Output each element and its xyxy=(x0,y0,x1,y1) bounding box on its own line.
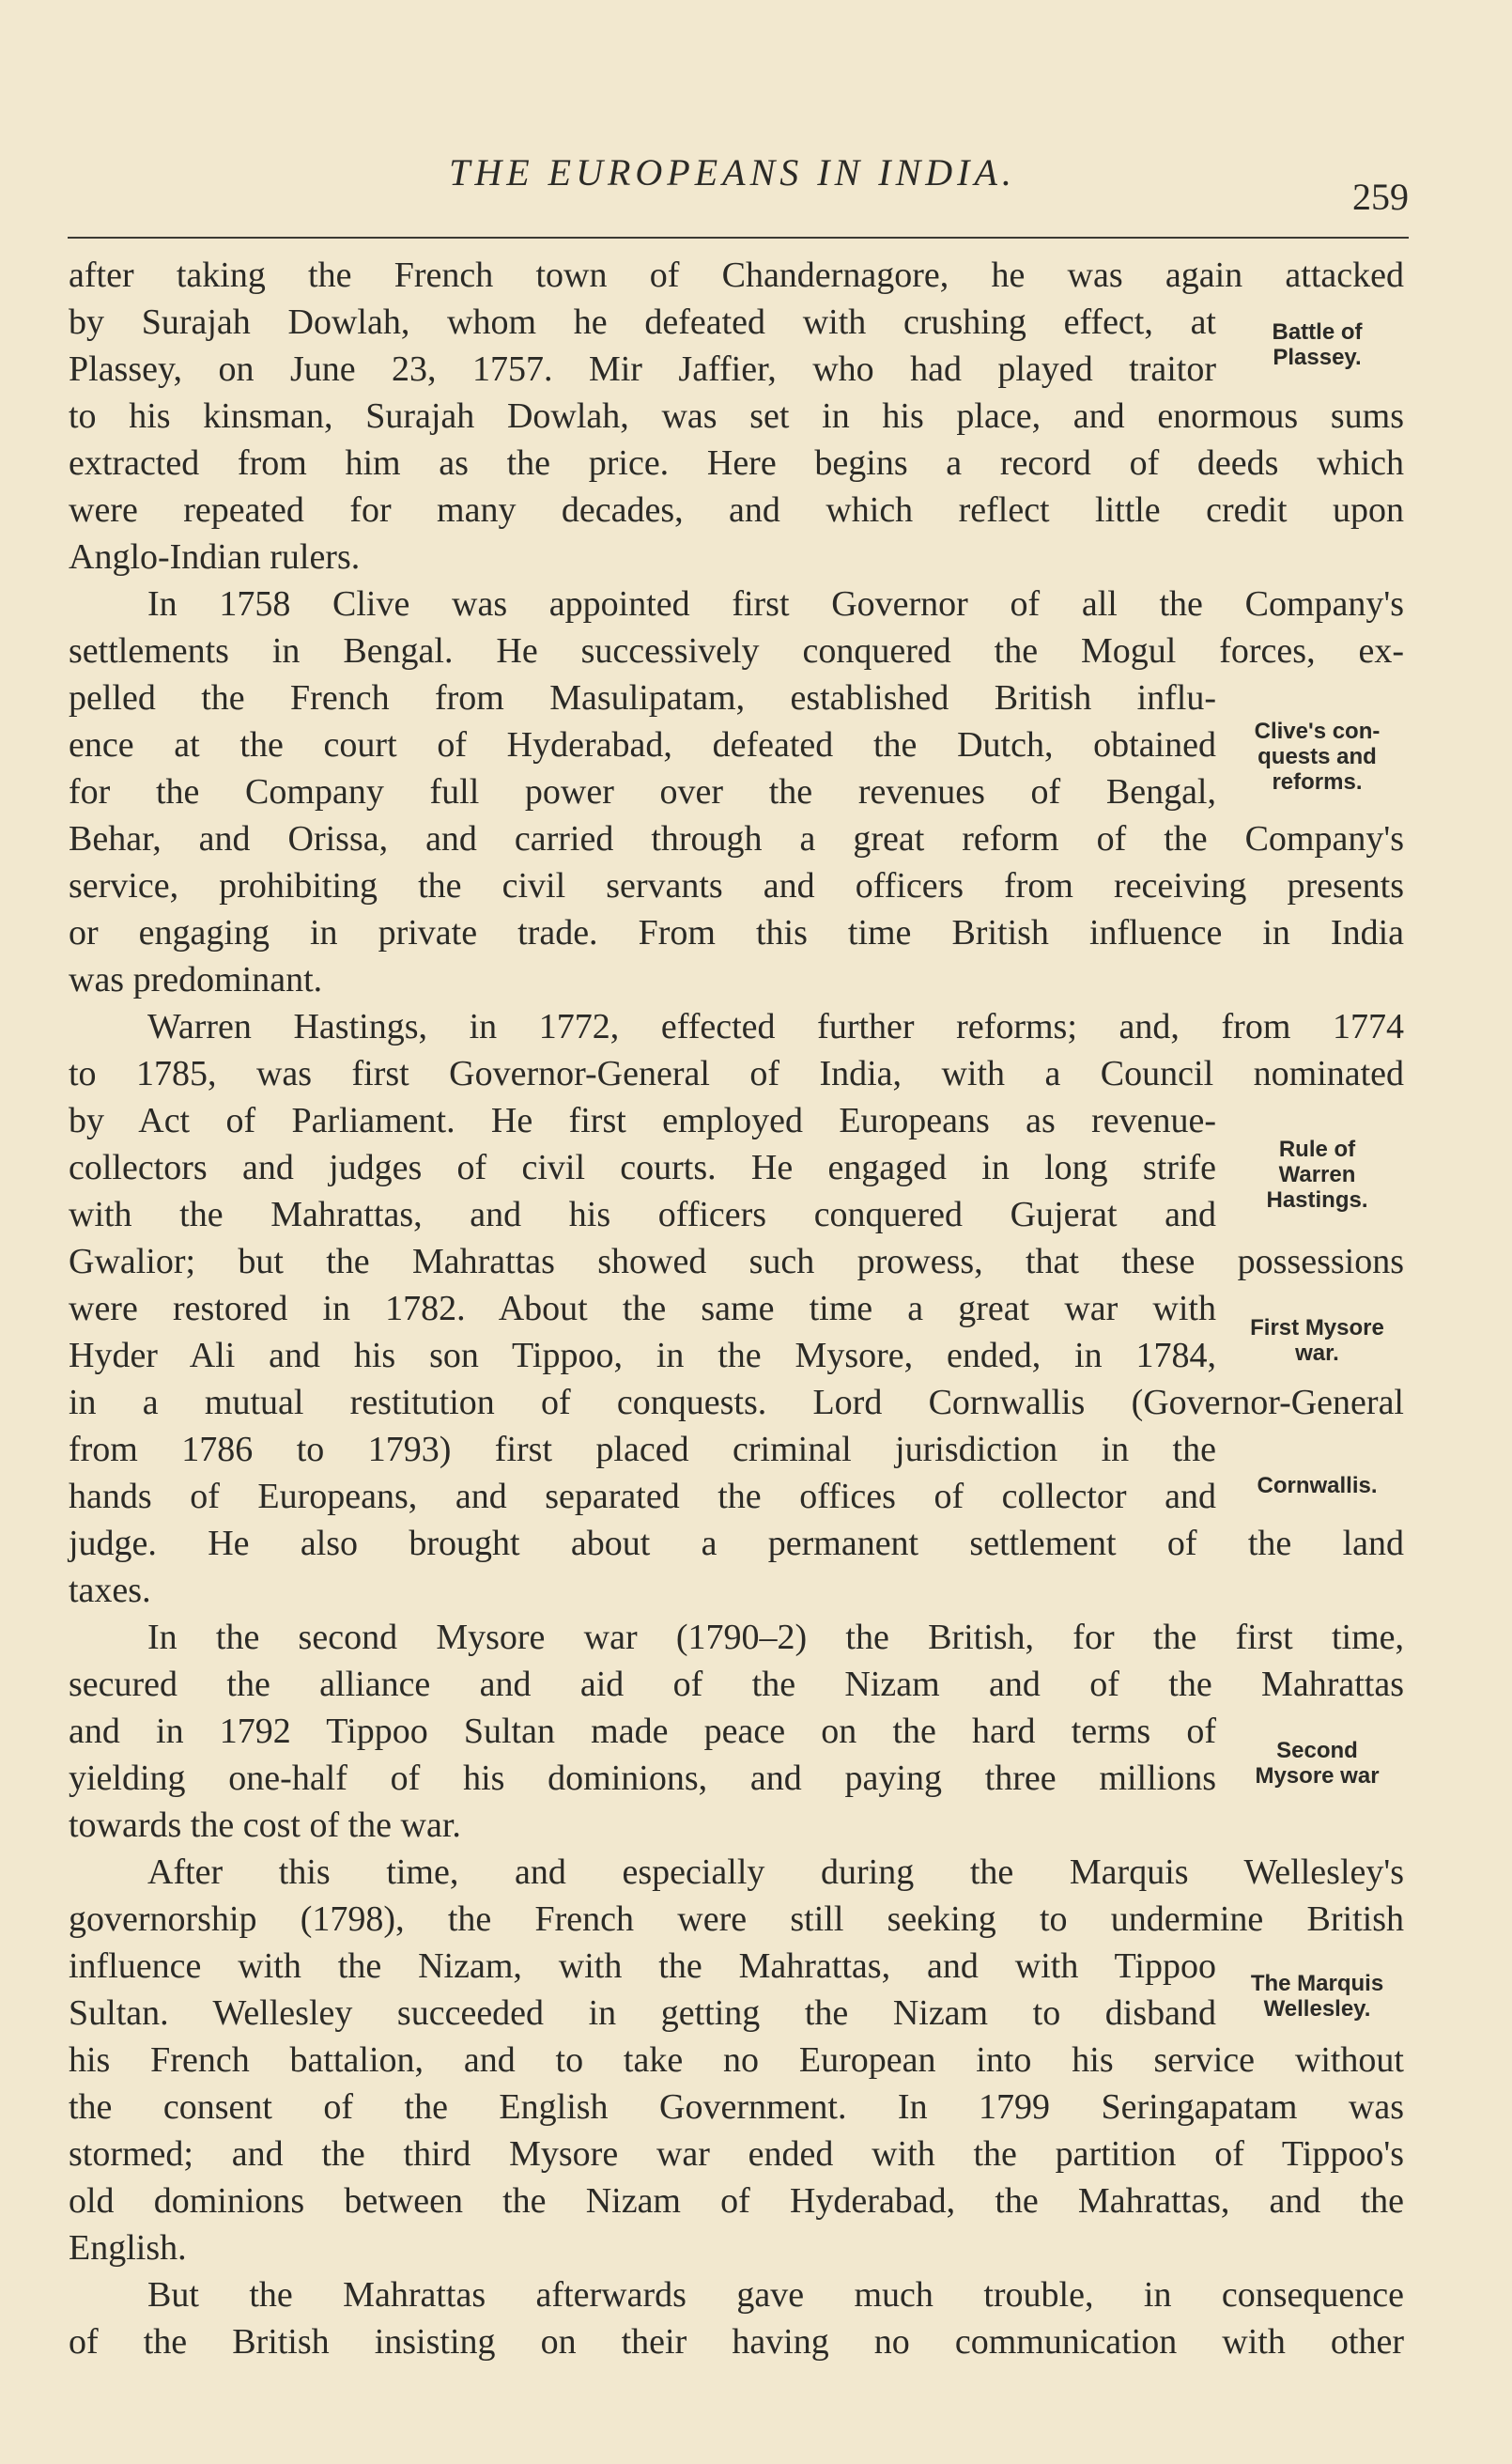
margin-note-line: Cornwallis. xyxy=(1257,1473,1378,1498)
page-header xyxy=(56,150,1409,216)
margin-note-plassey xyxy=(1230,319,1404,370)
text-line: Anglo-Indian rulers. xyxy=(69,537,361,577)
margin-note-line: Mysore war xyxy=(1255,1763,1380,1789)
text-line: English. xyxy=(69,2228,187,2268)
text-line: judge. He also brought about a permanent settlement of the land xyxy=(69,1524,1404,1563)
text-line: pelled the French from Masulipatam, established British influ- xyxy=(69,678,1216,718)
text-line: collectors and judges of civil courts. He engaged in long strife xyxy=(69,1148,1216,1187)
text-line: stormed; and the third Mysore war ended with the partition of Tippoo's xyxy=(69,2134,1404,2174)
margin-note-line: First Mysore xyxy=(1250,1315,1384,1340)
text-line: for the Company full power over the revenues of Bengal, xyxy=(69,772,1216,812)
text-line: After this time, and especially during the Marquis Wellesley's xyxy=(147,1852,1404,1892)
text-line: Warren Hastings, in 1772, effected further reforms; and, from 1774 xyxy=(147,1007,1404,1046)
text-line: were restored in 1782. About the same time a great war with xyxy=(69,1289,1216,1328)
margin-note-line: Rule of xyxy=(1278,1137,1356,1162)
body-text xyxy=(69,252,1404,2441)
margin-note-first-mysore xyxy=(1230,1315,1404,1366)
text-line: from 1786 to 1793) first placed criminal jurisdiction in the xyxy=(69,1430,1216,1469)
text-line: extracted from him as the price. Here begins a record of deeds which xyxy=(69,443,1404,483)
text-line: But the Mahrattas afterwards gave much trouble, in consequence xyxy=(147,2275,1404,2315)
margin-note-line: war. xyxy=(1295,1340,1339,1366)
text-line: Sultan. Wellesley succeeded in getting the Nizam to disband xyxy=(69,1993,1216,2033)
margin-note-wellesley xyxy=(1230,1971,1404,2022)
text-line: old dominions between the Nizam of Hyderabad, the Mahrattas, and the xyxy=(69,2181,1404,2221)
text-line: In the second Mysore war (1790–2) the British, for the first time, xyxy=(147,1618,1404,1657)
margin-note-line: Hastings. xyxy=(1266,1187,1368,1213)
margin-note-cornwallis xyxy=(1230,1473,1404,1498)
text-line: taxes. xyxy=(69,1571,151,1610)
text-line: to 1785, was first Governor-General of India, with a Council nominated xyxy=(69,1054,1404,1093)
page-number: 259 xyxy=(1352,176,1409,218)
text-line: ence at the court of Hyderabad, defeated the Dutch, obtained xyxy=(69,725,1216,765)
text-line: the consent of the English Government. In 1799 Seringapatam was xyxy=(69,2087,1404,2127)
text-line: by Act of Parliament. He first employed Europeans as revenue- xyxy=(69,1101,1216,1140)
margin-note-line: Second xyxy=(1276,1738,1358,1763)
text-line: Gwalior; but the Mahrattas showed such prowess, that these possessions xyxy=(69,1242,1404,1281)
text-line: were repeated for many decades, and which reflect little credit upon xyxy=(69,490,1404,530)
margin-note-second-mysore xyxy=(1230,1738,1404,1789)
margin-note-line: Wellesley. xyxy=(1263,1996,1371,2022)
text-line: was predominant. xyxy=(69,960,323,1000)
text-line: with the Mahrattas, and his officers conquered Gujerat and xyxy=(69,1195,1216,1234)
margin-note-clive xyxy=(1230,719,1404,795)
header-rule xyxy=(68,237,1409,239)
text-line: Plassey, on June 23, 1757. Mir Jaffier, who had played traitor xyxy=(69,349,1216,389)
text-line: or engaging in private trade. From this time British influence in India xyxy=(69,913,1404,953)
text-line: after taking the French town of Chandernagore, he was again attacked xyxy=(69,256,1404,295)
text-line: towards the cost of the war. xyxy=(69,1805,461,1845)
margin-note-line: The Marquis xyxy=(1250,1971,1384,1996)
margin-note-line: Battle of xyxy=(1272,319,1363,345)
margin-note-hastings xyxy=(1230,1137,1404,1213)
text-line: secured the alliance and aid of the Nizam and of the Mahrattas xyxy=(69,1665,1404,1704)
margin-note-line: Plassey. xyxy=(1273,345,1362,370)
margin-note-line: Warren xyxy=(1278,1162,1356,1187)
text-line: service, prohibiting the civil servants and officers from receiving presents xyxy=(69,866,1404,906)
text-line: to his kinsman, Surajah Dowlah, was set in his place, and enormous sums xyxy=(69,396,1404,436)
margin-note-line: reforms. xyxy=(1272,769,1363,795)
text-line: his French battalion, and to take no European into his service without xyxy=(69,2040,1404,2080)
margin-note-line: Clive's con- xyxy=(1254,719,1381,744)
text-line: hands of Europeans, and separated the offices of collector and xyxy=(69,1477,1216,1516)
text-line: governorship (1798), the French were still seeking to undermine British xyxy=(69,1899,1404,1939)
text-line: Hyder Ali and his son Tippoo, in the Mysore, ended, in 1784, xyxy=(69,1336,1216,1375)
text-line: settlements in Bengal. He successively conquered the Mogul forces, ex- xyxy=(69,631,1404,671)
text-line: by Surajah Dowlah, whom he defeated with crushing effect, at xyxy=(69,302,1216,342)
margin-note-line: quests and xyxy=(1257,744,1377,769)
text-line: yielding one-half of his dominions, and paying three millions xyxy=(69,1759,1216,1798)
running-head: THE EUROPEANS IN INDIA. xyxy=(449,151,1016,194)
text-line: Behar, and Orissa, and carried through a great reform of the Company's xyxy=(69,819,1404,859)
text-line: In 1758 Clive was appointed first Governor of all the Company's xyxy=(147,584,1404,624)
text-line: of the British insisting on their having no communication with other xyxy=(69,2322,1404,2362)
text-line: influence with the Nizam, with the Mahrattas, and with Tippoo xyxy=(69,1946,1216,1986)
text-line: and in 1792 Tippoo Sultan made peace on the hard terms of xyxy=(69,1712,1216,1751)
text-line: in a mutual restitution of conquests. Lord Cornwallis (Governor-General xyxy=(69,1383,1404,1422)
